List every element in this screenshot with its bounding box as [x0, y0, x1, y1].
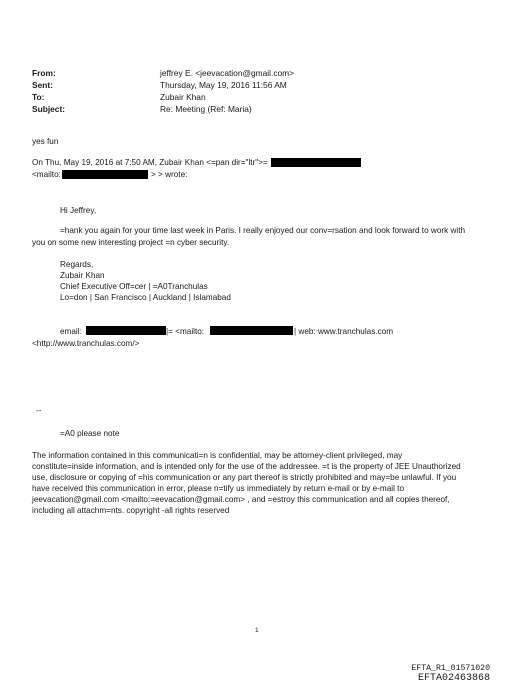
separator: --	[36, 406, 42, 415]
disclaimer-line: The information contained in this communicati=n is confidential, may be attorney-client privileged, may	[32, 451, 403, 460]
web-link: <http://www.tranchulas.com/>	[32, 339, 140, 348]
subject-value: Re: Meeting (Ref: Maria)	[160, 104, 252, 114]
sent-value: Thursday, May 19, 2016 11:56 AM	[160, 80, 287, 90]
bates-number-large: EFTA02463868	[417, 673, 490, 684]
sent-label: Sent:	[32, 80, 53, 90]
disclaimer-line: constitute=inside information, and is intended only for the use of the addressee. =t is the property of JEE Unauthorized	[32, 462, 461, 471]
signature-name: Zubair Khan	[60, 271, 105, 280]
note-line: =A0 please note	[60, 429, 120, 438]
to-label: To:	[32, 92, 45, 102]
to-value: Zubair Khan	[160, 92, 206, 102]
web-text: | web: www.tranchulas.com	[294, 327, 394, 336]
signature-regards: Regards,	[60, 260, 94, 269]
email-label: email:	[60, 327, 82, 336]
disclaimer-line: have received this communication in error, please n=tify us immediately by return e-mail or by e-mail to	[32, 484, 405, 493]
reply-text: yes fun	[32, 137, 59, 146]
redaction-box	[86, 326, 166, 335]
disclaimer-line: jeevacation@gmail.com <mailto:=eevacation@gmail.com> , and =estroy this communication and all copies thereof,	[32, 495, 450, 504]
greeting: Hi Jeffrey,	[60, 206, 97, 215]
redaction-box	[210, 326, 293, 335]
subject-label: Subject:	[32, 104, 66, 114]
quote-header-line1: On Thu, May 19, 2016 at 7:50 AM, Zubair Khan <=pan dir="ltr">=	[32, 158, 268, 167]
redaction-box	[271, 158, 361, 167]
body-line-2: you on some new interesting project =n cyber security.	[32, 238, 230, 247]
redaction-box	[62, 170, 148, 179]
from-label: From:	[32, 68, 56, 78]
page-number: 1	[255, 627, 259, 634]
email-mailto-text: |= <mailto:	[166, 327, 205, 336]
body-line-1: =hank you again for your time last week in Paris. I really enjoyed our conv=rsation and look forward to work with	[60, 226, 466, 235]
disclaimer-line: use, disclosure or copying of =his communication or any part thereof is strictly prohibited and may=be unlawful. If you	[32, 473, 457, 482]
quote-header-line2-start: <mailto:	[32, 170, 61, 179]
signature-title: Chief Executive Off=cer | =A0Tranchulas	[60, 282, 208, 291]
quote-header-line2-end: > > wrote:	[151, 170, 188, 179]
from-value: jeffrey E. <jeevacation@gmail.com>	[160, 68, 295, 78]
bates-number-small: EFTA_R1_01571020	[411, 664, 490, 673]
disclaimer-line: including all attachm=nts. copyright -all rights reserved	[32, 506, 230, 515]
signature-locations: Lo=don | San Francisco | Auckland | Islamabad	[60, 293, 231, 302]
